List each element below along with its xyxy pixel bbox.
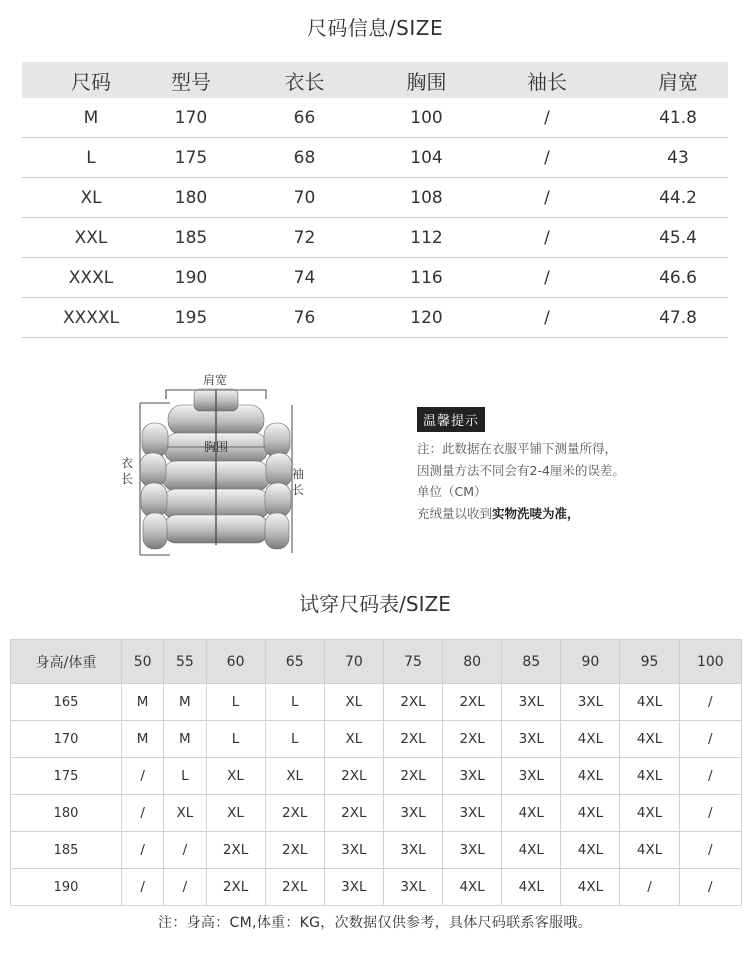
fitting-row xyxy=(11,832,742,869)
fit-cell: 4XL xyxy=(561,869,620,906)
fit-cell: 3XL xyxy=(502,758,561,795)
fit-cell: 4XL xyxy=(561,832,620,869)
weight-header: 70 xyxy=(324,640,383,684)
weight-header: 100 xyxy=(679,640,741,684)
weight-header: 90 xyxy=(561,640,620,684)
fit-cell: L xyxy=(164,758,206,795)
weight-header: 95 xyxy=(620,640,679,684)
header-model: 型号 xyxy=(160,62,222,98)
fit-cell: L xyxy=(206,684,265,721)
fit-cell: 3XL xyxy=(383,795,442,832)
cell-length: 68 xyxy=(222,138,387,178)
cell-chest: 104 xyxy=(387,138,466,178)
fit-cell: / xyxy=(679,832,741,869)
fit-cell: 3XL xyxy=(443,795,502,832)
weight-header: 65 xyxy=(265,640,324,684)
fit-cell: 3XL xyxy=(443,758,502,795)
weight-header: 60 xyxy=(206,640,265,684)
cell-length: 74 xyxy=(222,258,387,298)
cell-length: 72 xyxy=(222,218,387,258)
fit-cell: L xyxy=(265,721,324,758)
fit-cell: 2XL xyxy=(443,684,502,721)
fit-cell: M xyxy=(164,721,206,758)
tips-line-4 xyxy=(417,503,625,525)
cell-chest: 116 xyxy=(387,258,466,298)
fit-cell: XL xyxy=(324,721,383,758)
cell-model: 190 xyxy=(160,258,222,298)
cell-model: 180 xyxy=(160,178,222,218)
header-size: 尺码 xyxy=(22,62,160,98)
fit-cell: / xyxy=(679,684,741,721)
fitting-table xyxy=(10,639,742,906)
fit-cell: 3XL xyxy=(324,869,383,906)
cell-size: XL xyxy=(22,178,160,218)
fit-cell: / xyxy=(122,832,164,869)
fitting-row xyxy=(11,684,742,721)
fit-cell: 4XL xyxy=(620,832,679,869)
fit-cell: 3XL xyxy=(502,684,561,721)
fit-cell: 4XL xyxy=(502,832,561,869)
fit-cell: 2XL xyxy=(383,758,442,795)
fit-cell: 2XL xyxy=(265,869,324,906)
fit-cell: 2XL xyxy=(265,795,324,832)
size-row-l xyxy=(22,138,728,178)
cell-size: XXL xyxy=(22,218,160,258)
fit-cell: 4XL xyxy=(561,795,620,832)
fitting-header-row xyxy=(11,640,742,684)
height-cell: 190 xyxy=(11,869,122,906)
cell-model: 195 xyxy=(160,298,222,338)
fit-cell: / xyxy=(679,795,741,832)
fit-cell: 2XL xyxy=(383,684,442,721)
weight-header: 50 xyxy=(122,640,164,684)
header-shoulder: 肩宽 xyxy=(628,62,728,98)
fitting-row xyxy=(11,721,742,758)
size-table-header xyxy=(22,62,728,98)
cell-size: XXXL xyxy=(22,258,160,298)
cell-sleeve: / xyxy=(466,298,628,338)
header-chest: 胸围 xyxy=(387,62,466,98)
fit-cell: 2XL xyxy=(443,721,502,758)
fit-cell: 4XL xyxy=(620,721,679,758)
fitting-title: 试穿尺码表/SIZE xyxy=(299,592,451,616)
cell-length: 70 xyxy=(222,178,387,218)
size-table xyxy=(22,62,728,338)
header-sleeve: 袖长 xyxy=(466,62,628,98)
fitting-row xyxy=(11,795,742,832)
cell-chest: 108 xyxy=(387,178,466,218)
weight-header: 55 xyxy=(164,640,206,684)
fit-cell: 4XL xyxy=(620,795,679,832)
fit-cell: 4XL xyxy=(561,721,620,758)
height-cell: 185 xyxy=(11,832,122,869)
tips-line-4-bold: 实物洗唛为准， xyxy=(492,505,580,521)
cell-length: 66 xyxy=(222,98,387,138)
fit-cell: 2XL xyxy=(265,832,324,869)
height-cell: 175 xyxy=(11,758,122,795)
footer-note: 注：身高：CM,体重：KG，次数据仅供参考，具体尺码联系客服哦。 xyxy=(158,915,592,931)
fit-cell: / xyxy=(679,721,741,758)
cell-size: L xyxy=(22,138,160,178)
fit-cell: / xyxy=(164,832,206,869)
fit-cell: 4XL xyxy=(561,758,620,795)
size-row-m xyxy=(22,98,728,138)
tips-text xyxy=(417,438,625,524)
cell-shoulder: 46.6 xyxy=(628,258,728,298)
fit-cell: XL xyxy=(164,795,206,832)
cell-model: 175 xyxy=(160,138,222,178)
fit-cell: 3XL xyxy=(383,832,442,869)
cell-shoulder: 41.8 xyxy=(628,98,728,138)
weight-header: 80 xyxy=(443,640,502,684)
fit-cell: M xyxy=(122,684,164,721)
cell-sleeve: / xyxy=(466,258,628,298)
chest-label: 胸围 xyxy=(203,440,229,454)
cell-chest: 120 xyxy=(387,298,466,338)
fit-cell: M xyxy=(164,684,206,721)
tips-line-3: 单位（CM） xyxy=(417,484,487,499)
fit-cell: 2XL xyxy=(206,869,265,906)
weight-header: 85 xyxy=(502,640,561,684)
height-cell: 170 xyxy=(11,721,122,758)
fit-cell: 2XL xyxy=(324,795,383,832)
fit-cell: 2XL xyxy=(383,721,442,758)
tips-line-2: 因测量方法不同会有2-4厘米的误差。 xyxy=(417,462,625,478)
height-cell: 165 xyxy=(11,684,122,721)
cell-chest: 100 xyxy=(387,98,466,138)
fit-cell: 3XL xyxy=(561,684,620,721)
height-cell: 180 xyxy=(11,795,122,832)
tips-line-4-pre: 充绒量以收到 xyxy=(417,505,493,521)
fit-cell: 4XL xyxy=(502,795,561,832)
fit-cell: 4XL xyxy=(502,869,561,906)
cell-model: 185 xyxy=(160,218,222,258)
fit-cell: / xyxy=(620,869,679,906)
cell-model: 170 xyxy=(160,98,222,138)
jacket-measurement-diagram xyxy=(110,365,320,565)
header-length: 衣长 xyxy=(222,62,387,98)
fitting-row xyxy=(11,869,742,906)
fit-cell: 4XL xyxy=(620,684,679,721)
length-label: 衣长 xyxy=(121,456,134,486)
fit-cell: M xyxy=(122,721,164,758)
size-row-xxxxl xyxy=(22,298,728,338)
cell-sleeve: / xyxy=(466,98,628,138)
fit-cell: XL xyxy=(206,758,265,795)
fit-cell: 3XL xyxy=(324,832,383,869)
cell-size: M xyxy=(22,98,160,138)
fit-cell: / xyxy=(679,758,741,795)
fit-cell: 3XL xyxy=(502,721,561,758)
size-info-title: 尺码信息/SIZE xyxy=(306,16,444,40)
fit-cell: / xyxy=(122,795,164,832)
fit-cell: 3XL xyxy=(443,832,502,869)
cell-sleeve: / xyxy=(466,178,628,218)
tips-tag: 温馨提示 xyxy=(417,407,485,432)
weight-header: 75 xyxy=(383,640,442,684)
cell-chest: 112 xyxy=(387,218,466,258)
cell-shoulder: 44.2 xyxy=(628,178,728,218)
shoulder-label: 肩宽 xyxy=(202,373,228,387)
fit-cell: / xyxy=(679,869,741,906)
fit-cell: XL xyxy=(206,795,265,832)
cell-shoulder: 45.4 xyxy=(628,218,728,258)
fitting-row xyxy=(11,758,742,795)
size-row-xl xyxy=(22,178,728,218)
fit-cell: L xyxy=(206,721,265,758)
fit-cell: L xyxy=(265,684,324,721)
corner-header: 身高/体重 xyxy=(11,640,122,684)
cell-sleeve: / xyxy=(466,138,628,178)
fit-cell: 3XL xyxy=(383,869,442,906)
cell-length: 76 xyxy=(222,298,387,338)
cell-sleeve: / xyxy=(466,218,628,258)
fit-cell: 4XL xyxy=(620,758,679,795)
cell-shoulder: 43 xyxy=(628,138,728,178)
fit-cell: / xyxy=(164,869,206,906)
fit-cell: XL xyxy=(265,758,324,795)
fit-cell: / xyxy=(122,869,164,906)
size-row-xxxl xyxy=(22,258,728,298)
size-row-xxl xyxy=(22,218,728,258)
tips-line-1: 注：此数据在衣服平铺下测量所得， xyxy=(417,441,618,456)
fit-cell: 4XL xyxy=(443,869,502,906)
sleeve-label: 袖长 xyxy=(292,467,305,497)
cell-shoulder: 47.8 xyxy=(628,298,728,338)
fit-cell: 2XL xyxy=(206,832,265,869)
cell-size: XXXXL xyxy=(22,298,160,338)
fit-cell: 2XL xyxy=(324,758,383,795)
fit-cell: XL xyxy=(324,684,383,721)
fit-cell: / xyxy=(122,758,164,795)
